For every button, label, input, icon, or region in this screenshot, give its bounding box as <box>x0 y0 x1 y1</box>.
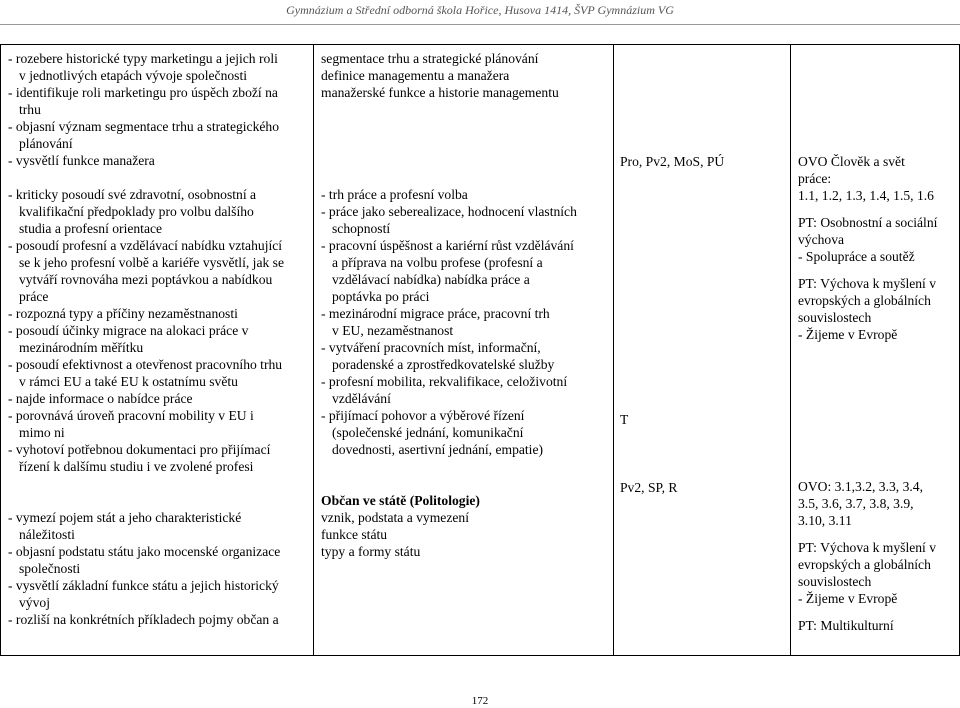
outcome-line: studia a profesní orientace <box>19 221 163 236</box>
content-line: - přijímací pohovor a výběrové řízení <box>321 408 525 423</box>
codes-cell-1 <box>620 153 724 170</box>
content-line: segmentace trhu a strategické plánování <box>321 51 539 66</box>
outcome-line: se k jeho profesní volbě a kariéře vysvětlí, jak se <box>19 255 284 270</box>
column-divider-3 <box>790 44 791 656</box>
page-number: 172 <box>471 695 489 707</box>
outcome-line: kvalifikační předpoklady pro volbu dalšího <box>19 204 254 219</box>
content-line: funkce státu <box>321 527 388 542</box>
notes-cell-1 <box>798 153 958 343</box>
outcome-line: - vymezí pojem stát a jeho charakteristické <box>8 510 242 525</box>
codes-cell-2 <box>620 411 628 428</box>
note-line: souvislostech <box>798 574 872 589</box>
codes-line: Pro, Pv2, MoS, PÚ <box>620 154 725 169</box>
content-line: definice managementu a manažera <box>321 68 510 83</box>
content-line: v EU, nezaměstnanost <box>332 323 454 338</box>
note-line: 3.5, 3.6, 3.7, 3.8, 3.9, <box>798 496 914 511</box>
column-divider-1 <box>313 44 314 656</box>
content-line: typy a formy státu <box>321 544 421 559</box>
outcome-line: - najde informace o nabídce práce <box>8 391 193 406</box>
codes-cell-3 <box>620 479 677 496</box>
header-rule <box>0 24 960 25</box>
outcome-line: vytváří rovnováha mezi poptávkou a nabídkou <box>19 272 273 287</box>
table-border-left <box>0 44 1 656</box>
note-line: PT: Výchova k myšlení v <box>798 276 937 291</box>
outcome-line: společnosti <box>19 561 81 576</box>
outcome-line: trhu <box>19 102 41 117</box>
outcome-line: - vysvětlí základní funkce státu a jejich historický <box>8 578 279 593</box>
content-line: - práce jako seberealizace, hodnocení vlastních <box>321 204 577 219</box>
codes-line: T <box>620 412 629 427</box>
note-line: souvislostech <box>798 310 872 325</box>
note-line: - Žijeme v Evropě <box>798 327 898 342</box>
running-header: Gymnázium a Střední odborná škola Hořice, Husova 1414, ŠVP Gymnázium VG <box>286 3 674 17</box>
outcome-line: - posoudí účinky migrace na alokaci práce v <box>8 323 249 338</box>
outcome-line: v jednotlivých etapách vývoje společnosti <box>19 68 248 83</box>
content-line: vzdělávací nabídka) nabídka práce a <box>332 272 530 287</box>
outcome-line: - objasní význam segmentace trhu a strategického <box>8 119 280 134</box>
outcome-line: - porovnává úroveň pracovní mobility v EU i <box>8 408 254 423</box>
codes-line: Pv2, SP, R <box>620 480 678 495</box>
note-line: výchova <box>798 232 845 247</box>
outcome-line: - rozebere historické typy marketingu a jejich roli <box>8 51 278 66</box>
outcome-line: - vyhotoví potřebnou dokumentaci pro přijímací <box>8 442 271 457</box>
note-line: - Žijeme v Evropě <box>798 591 898 606</box>
outcome-line: náležitosti <box>19 527 75 542</box>
note-line: PT: Osobnostní a sociální <box>798 215 938 230</box>
content-line: a příprava na volbu profese (profesní a <box>332 255 543 270</box>
outcome-line: - objasní podstatu státu jako mocenské organizace <box>8 544 281 559</box>
outcome-line: mezinárodním měřítku <box>19 340 144 355</box>
content-line: - mezinárodní migrace práce, pracovní trh <box>321 306 550 321</box>
outcome-line: - rozliší na konkrétních příkladech pojmy občan a <box>8 612 279 627</box>
note-line: OVO: 3.1,3.2, 3.3, 3.4, <box>798 479 923 494</box>
outcome-line: plánování <box>19 136 73 151</box>
content-line: - profesní mobilita, rekvalifikace, celoživotní <box>321 374 568 389</box>
outcome-line: vývoj <box>19 595 50 610</box>
note-line: práce: <box>798 171 832 186</box>
outcome-line: - kriticky posoudí své zdravotní, osobnostní a <box>8 187 257 202</box>
content-line: schopností <box>332 221 391 236</box>
outcome-line: - vysvětlí funkce manažera <box>8 153 155 168</box>
content-column <box>321 50 611 560</box>
content-line: poptávka po práci <box>332 289 430 304</box>
note-line: evropských a globálních <box>798 293 931 308</box>
outcome-line: - posoudí efektivnost a otevřenost pracovního trhu <box>8 357 283 372</box>
note-line: evropských a globálních <box>798 557 931 572</box>
content-line: - trh práce a profesní volba <box>321 187 468 202</box>
content-line: dovednosti, asertivní jednání, empatie) <box>332 442 544 457</box>
content-line: poradenské a zprostředkovatelské služby <box>332 357 555 372</box>
content-line: vzdělávání <box>332 391 391 406</box>
content-line: vznik, podstata a vymezení <box>321 510 469 525</box>
content-line: - pracovní úspěšnost a kariérní růst vzdělávání <box>321 238 574 253</box>
content-line: manažerské funkce a historie managementu <box>321 85 559 100</box>
outcomes-column <box>8 50 310 628</box>
outcome-line: - rozpozná typy a příčiny nezaměstnanosti <box>8 306 238 321</box>
outcome-line: - identifikuje roli marketingu pro úspěch zboží na <box>8 85 278 100</box>
note-line: PT: Multikulturní <box>798 618 894 633</box>
notes-cell-2 <box>798 478 958 634</box>
outcome-line: práce <box>19 289 49 304</box>
content-line: (společenské jednání, komunikační <box>332 425 524 440</box>
note-line: 3.10, 3.11 <box>798 513 852 528</box>
note-line: OVO Člověk a svět <box>798 154 905 169</box>
note-line: PT: Výchova k myšlení v <box>798 540 937 555</box>
section-heading <box>321 492 611 509</box>
outcome-line: mimo ni <box>19 425 65 440</box>
outcome-line: řízení k dalšímu studiu i ve zvolené profesi <box>19 459 254 474</box>
note-line: 1.1, 1.2, 1.3, 1.4, 1.5, 1.6 <box>798 188 934 203</box>
section-heading-text: Občan ve státě (Politologie) <box>321 493 480 508</box>
column-divider-2 <box>613 44 614 656</box>
content-line: - vytváření pracovních míst, informační, <box>321 340 541 355</box>
outcome-line: - posoudí profesní a vzdělávací nabídku vztahující <box>8 238 283 253</box>
note-line: - Spolupráce a soutěž <box>798 249 915 264</box>
outcome-line: v rámci EU a také EU k ostatnímu světu <box>19 374 238 389</box>
